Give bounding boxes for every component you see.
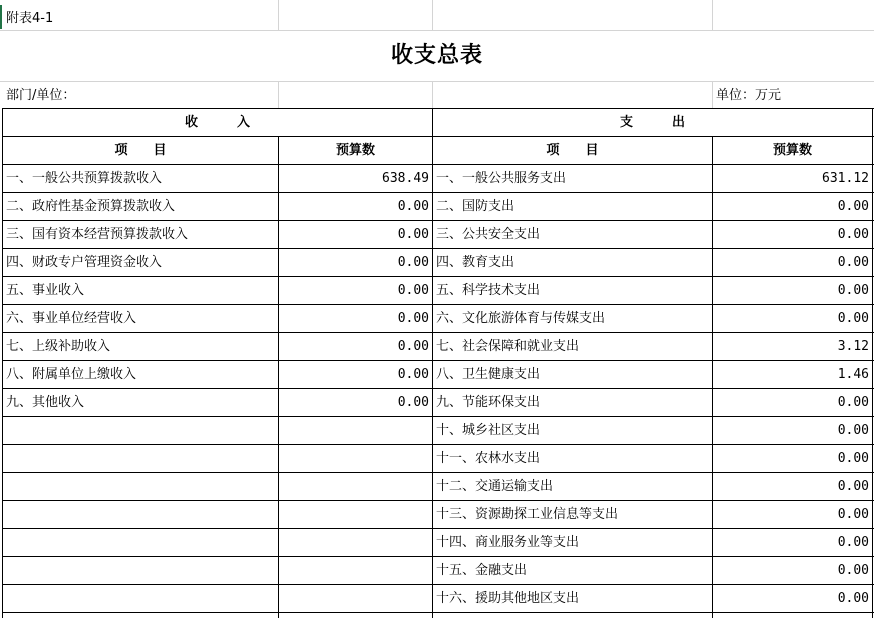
expense-item-cell[interactable]: 八、卫生健康支出 — [436, 367, 541, 382]
expense-value-cell[interactable]: 0.00 — [837, 227, 869, 242]
department-label[interactable]: 部门/单位： — [6, 87, 76, 103]
income-item-cell[interactable] — [3, 473, 278, 500]
expense-value-cell[interactable]: 1.46 — [837, 367, 869, 382]
income-item-cell[interactable]: 四、财政专户管理资金收入 — [6, 255, 163, 270]
income-item-cell[interactable]: 六、事业单位经营收入 — [6, 311, 137, 326]
income-item-cell[interactable]: 二、政府性基金预算拨款收入 — [6, 199, 176, 214]
income-value-cell[interactable]: 0.00 — [397, 339, 429, 354]
income-item-cell[interactable] — [3, 501, 278, 528]
expense-item-cell[interactable]: 五、科学技术支出 — [436, 283, 541, 298]
expense-value-cell[interactable]: 0.00 — [837, 199, 869, 214]
income-value-cell[interactable] — [279, 473, 432, 500]
income-value-cell[interactable] — [279, 529, 432, 556]
income-value-cell[interactable]: 638.49 — [382, 171, 429, 186]
cell-selection-indicator — [0, 5, 2, 29]
income-value-cell[interactable] — [279, 501, 432, 528]
income-budget-header[interactable]: 预算数 — [335, 143, 375, 158]
expense-value-cell[interactable]: 631.12 — [822, 171, 869, 186]
income-item-cell[interactable] — [3, 585, 278, 612]
expense-item-cell[interactable]: 十一、农林水支出 — [436, 451, 541, 466]
expense-value-cell[interactable]: 0.00 — [837, 395, 869, 410]
expense-item-cell[interactable]: 十四、商业服务业等支出 — [436, 535, 580, 550]
expense-item-cell[interactable]: 十五、金融支出 — [436, 563, 528, 578]
income-value-cell[interactable] — [279, 417, 432, 444]
expense-budget-header[interactable]: 预算数 — [772, 143, 812, 158]
expense-item-header[interactable]: 项 目 — [546, 143, 599, 158]
income-value-cell[interactable]: 0.00 — [397, 227, 429, 242]
income-item-cell[interactable] — [3, 557, 278, 584]
income-value-cell[interactable]: 0.00 — [397, 311, 429, 326]
expense-item-cell[interactable]: 十二、交通运输支出 — [436, 479, 554, 494]
income-item-cell[interactable] — [3, 529, 278, 556]
expense-value-cell[interactable]: 0.00 — [837, 423, 869, 438]
expense-value-cell[interactable]: 0.00 — [837, 507, 869, 522]
income-item-cell[interactable]: 七、上级补助收入 — [6, 339, 111, 354]
income-value-cell[interactable] — [279, 445, 432, 472]
income-value-cell[interactable]: 0.00 — [397, 367, 429, 382]
income-item-cell[interactable] — [3, 445, 278, 472]
expense-value-cell[interactable]: 0.00 — [837, 535, 869, 550]
expense-item-cell[interactable]: 十三、资源勘探工业信息等支出 — [436, 507, 619, 522]
table-note[interactable]: 附表4-1 — [6, 10, 54, 26]
expense-item-cell[interactable]: 四、教育支出 — [436, 255, 515, 270]
income-value-cell[interactable]: 0.00 — [397, 395, 429, 410]
expense-item-cell[interactable]: 一、一般公共服务支出 — [436, 171, 567, 186]
expense-value-cell[interactable]: 0.00 — [837, 563, 869, 578]
expense-value-cell[interactable]: 0.00 — [837, 591, 869, 606]
expense-item-cell[interactable]: 十六、援助其他地区支出 — [436, 591, 580, 606]
income-value-cell[interactable] — [279, 557, 432, 584]
expense-item-cell[interactable]: 六、文化旅游体育与传媒支出 — [436, 311, 606, 326]
expense-item-cell[interactable]: 三、公共安全支出 — [436, 227, 541, 242]
expense-item-cell[interactable]: 九、节能环保支出 — [436, 395, 541, 410]
expense-value-cell[interactable]: 0.00 — [837, 451, 869, 466]
expense-item-cell[interactable]: 十、城乡社区支出 — [436, 423, 541, 438]
income-item-cell[interactable]: 一、一般公共预算拨款收入 — [6, 171, 163, 186]
income-item-cell[interactable]: 九、其他收入 — [6, 395, 85, 410]
income-item-cell[interactable]: 三、国有资本经营预算拨款收入 — [6, 227, 189, 242]
income-section-header[interactable]: 收 入 — [184, 115, 250, 130]
income-item-cell[interactable]: 五、事业收入 — [6, 283, 85, 298]
income-item-cell[interactable]: 八、附属单位上缴收入 — [6, 367, 137, 382]
income-item-header[interactable]: 项 目 — [114, 143, 167, 158]
expense-value-cell[interactable]: 0.00 — [837, 479, 869, 494]
expense-value-cell[interactable]: 0.00 — [837, 311, 869, 326]
expense-value-cell[interactable]: 0.00 — [837, 255, 869, 270]
expense-item-cell[interactable]: 二、国防支出 — [436, 199, 515, 214]
page-title: 收支总表 — [390, 43, 483, 68]
expense-item-cell[interactable]: 七、社会保障和就业支出 — [436, 339, 580, 354]
income-value-cell[interactable]: 0.00 — [397, 283, 429, 298]
income-value-cell[interactable]: 0.00 — [397, 255, 429, 270]
expense-section-header[interactable]: 支 出 — [619, 115, 685, 130]
expense-value-cell[interactable]: 3.12 — [837, 339, 869, 354]
income-item-cell[interactable] — [3, 417, 278, 444]
unit-label[interactable]: 单位：万元 — [716, 87, 782, 103]
income-value-cell[interactable] — [279, 585, 432, 612]
expense-value-cell[interactable]: 0.00 — [837, 283, 869, 298]
income-value-cell[interactable]: 0.00 — [397, 199, 429, 214]
